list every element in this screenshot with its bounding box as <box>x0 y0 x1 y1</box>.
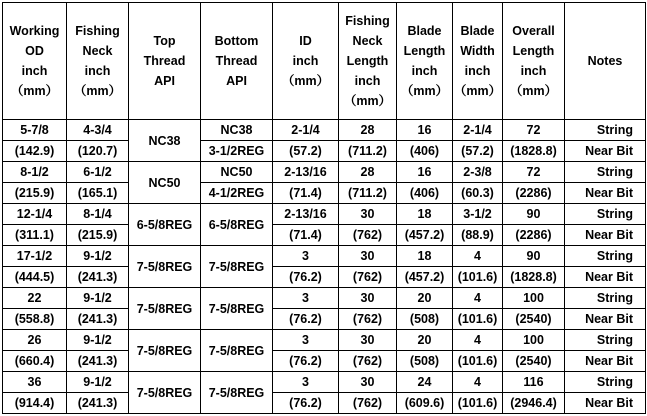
fishing-neck-length-inch: 30 <box>339 372 397 393</box>
table-row <box>3 225 646 246</box>
table-row <box>3 393 646 414</box>
bottom-thread: 7-5/8REG <box>201 246 273 288</box>
fishing-neck-length-inch: 30 <box>339 246 397 267</box>
top-thread: NC38 <box>129 120 201 162</box>
table-row <box>3 372 646 393</box>
overall-length-mm: (2286) <box>503 225 565 246</box>
overall-length-mm: (1828.8) <box>503 141 565 162</box>
working-od-mm: (444.5) <box>3 267 67 288</box>
table-row <box>3 204 646 225</box>
id-inch: 2-13/16 <box>273 162 339 183</box>
overall-length-mm: (2540) <box>503 309 565 330</box>
fishing-neck-length-inch: 30 <box>339 204 397 225</box>
table-row <box>3 120 646 141</box>
fishing-neck-length-mm: (762) <box>339 309 397 330</box>
id-mm: (76.2) <box>273 351 339 372</box>
fishing-neck-mm: (241.3) <box>67 267 129 288</box>
overall-length-inch: 72 <box>503 162 565 183</box>
header-fishing-neck: Fishing Neck inch （mm） <box>67 3 129 120</box>
overall-length-inch: 90 <box>503 246 565 267</box>
note-near-bit <box>565 267 646 288</box>
working-od-mm: (914.4) <box>3 393 67 414</box>
blade-length-mm: (457.2) <box>397 225 453 246</box>
bottom-thread: 6-5/8REG <box>201 204 273 246</box>
blade-length-mm: (406) <box>397 183 453 204</box>
id-mm: (76.2) <box>273 393 339 414</box>
note-string <box>565 372 646 393</box>
top-thread: NC50 <box>129 162 201 204</box>
header-fishing-neck-length: Fishing Neck Length inch （mm） <box>339 3 397 120</box>
blade-width-inch: 4 <box>453 246 503 267</box>
working-od-inch: 8-1/2 <box>3 162 67 183</box>
blade-width-mm: (101.6) <box>453 351 503 372</box>
id-inch: 2-13/16 <box>273 204 339 225</box>
note-near-bit <box>565 309 646 330</box>
top-thread: 7-5/8REG <box>129 246 201 288</box>
blade-length-inch: 20 <box>397 330 453 351</box>
overall-length-mm: (1828.8) <box>503 267 565 288</box>
overall-length-inch: 100 <box>503 330 565 351</box>
note-string-label: String <box>596 207 633 221</box>
top-thread: 7-5/8REG <box>129 288 201 330</box>
fishing-neck-mm: (241.3) <box>67 393 129 414</box>
header-blade-length: Blade Length inch （mm） <box>397 3 453 120</box>
note-near-bit-label: Near Bit <box>585 270 633 284</box>
blade-width-inch: 4 <box>453 330 503 351</box>
specification-table <box>2 2 646 414</box>
table-row <box>3 288 646 309</box>
blade-width-inch: 4 <box>453 372 503 393</box>
blade-length-inch: 16 <box>397 120 453 141</box>
fishing-neck-inch: 4-3/4 <box>67 120 129 141</box>
table-row <box>3 141 646 162</box>
note-string-label: String <box>596 291 633 305</box>
header-notes: Notes <box>565 3 646 120</box>
fishing-neck-mm: (241.3) <box>67 309 129 330</box>
top-thread: 6-5/8REG <box>129 204 201 246</box>
note-string <box>565 288 646 309</box>
fishing-neck-mm: (215.9) <box>67 225 129 246</box>
overall-length-inch: 72 <box>503 120 565 141</box>
fishing-neck-inch: 9-1/2 <box>67 288 129 309</box>
blade-length-mm: (508) <box>397 351 453 372</box>
blade-length-mm: (457.2) <box>397 267 453 288</box>
fishing-neck-length-mm: (711.2) <box>339 141 397 162</box>
working-od-mm: (558.8) <box>3 309 67 330</box>
fishing-neck-length-mm: (762) <box>339 393 397 414</box>
id-mm: (76.2) <box>273 267 339 288</box>
header-working-od: Working OD inch （mm） <box>3 3 67 120</box>
blade-width-inch: 2-1/4 <box>453 120 503 141</box>
working-od-inch: 5-7/8 <box>3 120 67 141</box>
blade-width-mm: (60.3) <box>453 183 503 204</box>
id-inch: 3 <box>273 288 339 309</box>
overall-length-mm: (2540) <box>503 351 565 372</box>
overall-length-inch: 116 <box>503 372 565 393</box>
working-od-inch: 26 <box>3 330 67 351</box>
fishing-neck-length-inch: 30 <box>339 330 397 351</box>
fishing-neck-inch: 8-1/4 <box>67 204 129 225</box>
header-overall-length: Overall Length inch （mm） <box>503 3 565 120</box>
note-string <box>565 330 646 351</box>
blade-length-mm: (406) <box>397 141 453 162</box>
bottom-thread-string: NC38 <box>201 120 273 141</box>
fishing-neck-length-mm: (762) <box>339 267 397 288</box>
note-near-bit-label: Near Bit <box>585 228 633 242</box>
blade-width-inch: 3-1/2 <box>453 204 503 225</box>
note-near-bit <box>565 225 646 246</box>
note-string <box>565 204 646 225</box>
id-inch: 3 <box>273 246 339 267</box>
fishing-neck-mm: (120.7) <box>67 141 129 162</box>
table-row <box>3 162 646 183</box>
bottom-thread: 7-5/8REG <box>201 288 273 330</box>
overall-length-inch: 90 <box>503 204 565 225</box>
bottom-thread-string: NC50 <box>201 162 273 183</box>
id-inch: 2-1/4 <box>273 120 339 141</box>
fishing-neck-length-mm: (762) <box>339 225 397 246</box>
blade-length-inch: 24 <box>397 372 453 393</box>
note-near-bit <box>565 351 646 372</box>
working-od-inch: 36 <box>3 372 67 393</box>
id-mm: (76.2) <box>273 309 339 330</box>
header-blade-width: Blade Width inch （mm） <box>453 3 503 120</box>
overall-length-mm: (2286) <box>503 183 565 204</box>
note-near-bit-label: Near Bit <box>585 396 633 410</box>
overall-length-inch: 100 <box>503 288 565 309</box>
note-string-label: String <box>596 123 633 137</box>
note-string <box>565 162 646 183</box>
blade-width-mm: (88.9) <box>453 225 503 246</box>
top-thread: 7-5/8REG <box>129 372 201 414</box>
note-near-bit <box>565 393 646 414</box>
id-inch: 3 <box>273 330 339 351</box>
fishing-neck-inch: 9-1/2 <box>67 246 129 267</box>
note-string-label: String <box>596 375 633 389</box>
working-od-mm: (215.9) <box>3 183 67 204</box>
fishing-neck-length-mm: (762) <box>339 351 397 372</box>
header-top-thread: Top Thread API <box>129 3 201 120</box>
header-id: ID inch （mm） <box>273 3 339 120</box>
header-row <box>3 3 646 120</box>
blade-width-inch: 2-3/8 <box>453 162 503 183</box>
table-row <box>3 309 646 330</box>
working-od-mm: (660.4) <box>3 351 67 372</box>
fishing-neck-length-inch: 28 <box>339 162 397 183</box>
table-row <box>3 183 646 204</box>
id-mm: (71.4) <box>273 225 339 246</box>
blade-width-mm: (101.6) <box>453 393 503 414</box>
blade-length-inch: 16 <box>397 162 453 183</box>
blade-width-inch: 4 <box>453 288 503 309</box>
working-od-inch: 22 <box>3 288 67 309</box>
blade-width-mm: (57.2) <box>453 141 503 162</box>
working-od-inch: 12-1/4 <box>3 204 67 225</box>
id-inch: 3 <box>273 372 339 393</box>
blade-length-inch: 18 <box>397 204 453 225</box>
bottom-thread-near-bit: 3-1/2REG <box>201 141 273 162</box>
fishing-neck-length-inch: 30 <box>339 288 397 309</box>
id-mm: (71.4) <box>273 183 339 204</box>
note-string <box>565 246 646 267</box>
note-near-bit-label: Near Bit <box>585 312 633 326</box>
fishing-neck-mm: (241.3) <box>67 351 129 372</box>
table-row <box>3 351 646 372</box>
note-string-label: String <box>596 249 633 263</box>
table-row <box>3 330 646 351</box>
note-string <box>565 120 646 141</box>
blade-length-mm: (508) <box>397 309 453 330</box>
header-bottom-thread: Bottom Thread API <box>201 3 273 120</box>
working-od-mm: (311.1) <box>3 225 67 246</box>
note-string-label: String <box>596 165 633 179</box>
blade-width-mm: (101.6) <box>453 309 503 330</box>
fishing-neck-length-mm: (711.2) <box>339 183 397 204</box>
note-string-label: String <box>596 333 633 347</box>
working-od-inch: 17-1/2 <box>3 246 67 267</box>
bottom-thread: 7-5/8REG <box>201 330 273 372</box>
fishing-neck-inch: 9-1/2 <box>67 372 129 393</box>
note-near-bit-label: Near Bit <box>585 354 633 368</box>
table-row <box>3 267 646 288</box>
note-near-bit-label: Near Bit <box>585 144 633 158</box>
blade-length-inch: 18 <box>397 246 453 267</box>
note-near-bit-label: Near Bit <box>585 186 633 200</box>
bottom-thread: 7-5/8REG <box>201 372 273 414</box>
fishing-neck-inch: 9-1/2 <box>67 330 129 351</box>
fishing-neck-mm: (165.1) <box>67 183 129 204</box>
overall-length-mm: (2946.4) <box>503 393 565 414</box>
note-near-bit <box>565 183 646 204</box>
fishing-neck-length-inch: 28 <box>339 120 397 141</box>
note-near-bit <box>565 141 646 162</box>
blade-length-mm: (609.6) <box>397 393 453 414</box>
fishing-neck-inch: 6-1/2 <box>67 162 129 183</box>
blade-width-mm: (101.6) <box>453 267 503 288</box>
top-thread: 7-5/8REG <box>129 330 201 372</box>
bottom-thread-near-bit: 4-1/2REG <box>201 183 273 204</box>
working-od-mm: (142.9) <box>3 141 67 162</box>
table-row <box>3 246 646 267</box>
id-mm: (57.2) <box>273 141 339 162</box>
blade-length-inch: 20 <box>397 288 453 309</box>
